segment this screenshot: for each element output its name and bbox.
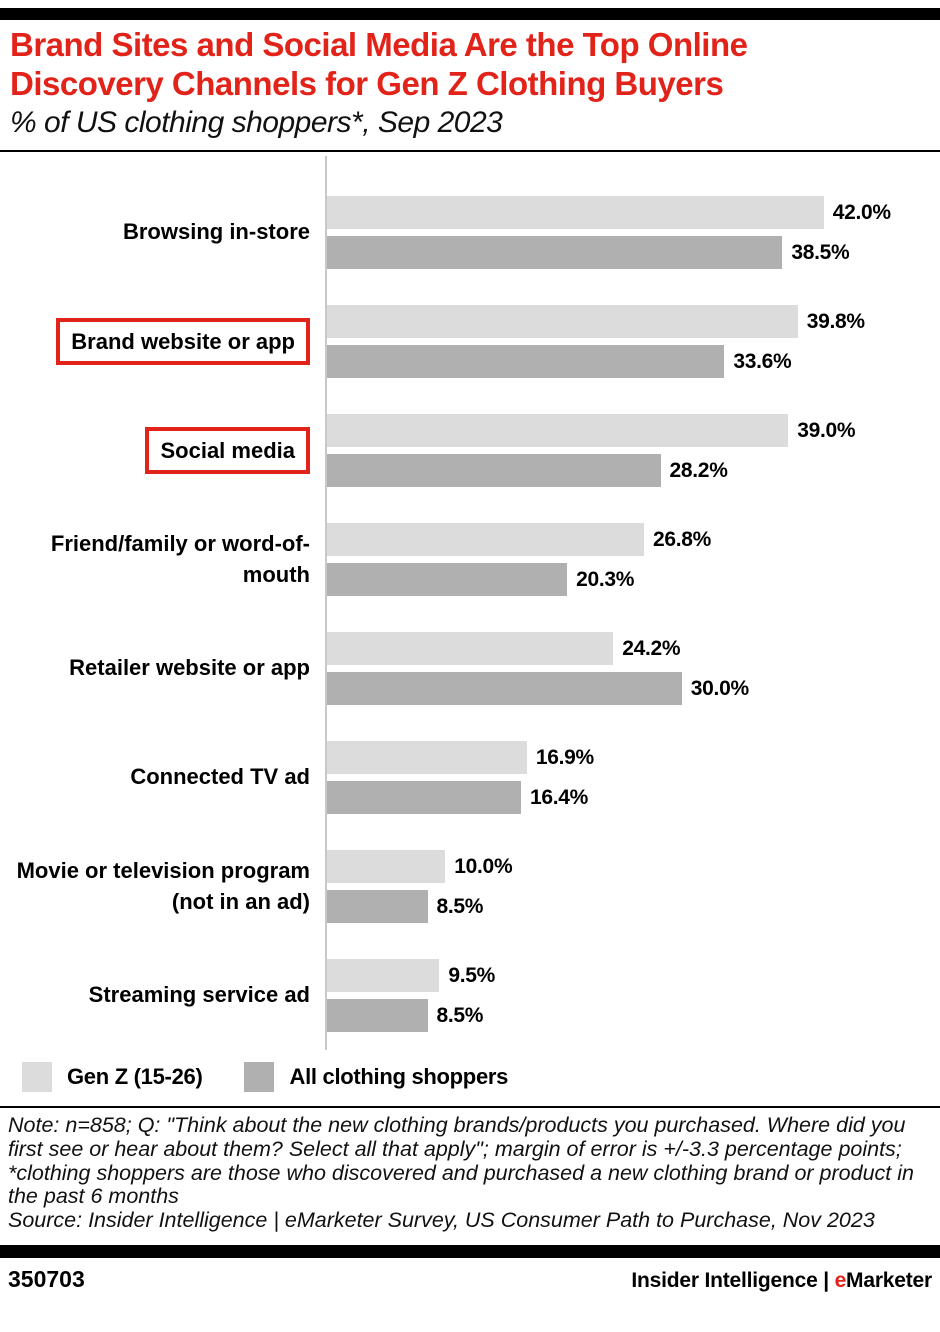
category-label-cell: [0, 980, 310, 1011]
category-label-cell: [0, 427, 310, 475]
legend-label: All clothing shoppers: [289, 1064, 509, 1090]
bar-gen-z: [327, 523, 644, 556]
chart-id: 350703: [8, 1266, 85, 1293]
value-label: 39.0%: [797, 418, 856, 442]
bar-gen-z: [327, 959, 439, 992]
brand-insider-intelligence: Insider Intelligence: [631, 1269, 818, 1293]
value-label: 16.4%: [529, 785, 588, 809]
bar-all-shoppers: [327, 236, 782, 269]
bar-row: [327, 345, 940, 378]
bar-row: [327, 999, 940, 1032]
bars-cell: [327, 414, 940, 487]
chart-legend: [0, 1062, 940, 1092]
bar-row: [327, 454, 940, 487]
top-accent-bar: [0, 8, 940, 20]
value-label: 38.5%: [791, 240, 850, 264]
category-label: Retailer website or app: [69, 655, 310, 681]
value-label: 42.0%: [832, 200, 891, 224]
bar-chart: [0, 152, 940, 1050]
category-label: Connected TV ad: [130, 764, 310, 790]
bar-row: [327, 959, 940, 992]
bar-all-shoppers: [327, 345, 724, 378]
bars-cell: [327, 196, 940, 269]
chart-header: [0, 20, 940, 140]
brand-separator: |: [817, 1269, 835, 1293]
chart-group: [0, 941, 940, 1050]
value-label: 8.5%: [436, 1003, 484, 1027]
value-label: 28.2%: [669, 458, 728, 482]
bar-all-shoppers: [327, 454, 661, 487]
bars-cell: [327, 632, 940, 705]
category-label-cell: [0, 653, 310, 684]
bar-row: [327, 781, 940, 814]
value-label: 33.6%: [733, 349, 792, 373]
bar-gen-z: [327, 632, 613, 665]
bar-row: [327, 741, 940, 774]
category-label: Movie or television program (not in an ad): [16, 857, 310, 914]
bar-row: [327, 890, 940, 923]
value-label: 16.9%: [535, 745, 594, 769]
note-text: Note: n=858; Q: "Think about the new clothing brands/products you purchased. Where did you first see or hear about them? Select all that apply"; margin of error is +/-3.3 percentage points; *clothing shoppers are those who discovered and purchased a new clothing brand or product in the past 6 months: [8, 1113, 914, 1209]
value-label: 10.0%: [454, 854, 513, 878]
bar-gen-z: [327, 196, 824, 229]
bar-row: [327, 563, 940, 596]
bar-row: [327, 850, 940, 883]
category-label: Browsing in-store: [122, 219, 310, 245]
bars-cell: [327, 523, 940, 596]
chart-group: [0, 723, 940, 832]
bar-row: [327, 632, 940, 665]
bar-all-shoppers: [327, 890, 428, 923]
chart-group: [0, 396, 940, 505]
bar-row: [327, 305, 940, 338]
chart-group: [0, 505, 940, 614]
bar-all-shoppers: [327, 781, 521, 814]
category-label-highlighted: Social media: [145, 427, 310, 475]
brand-logo: [631, 1269, 932, 1293]
footer: [0, 1258, 940, 1293]
source-text: Source: Insider Intelligence | eMarketer Survey, US Consumer Path to Purchase, Nov 2023: [8, 1207, 875, 1232]
bar-row: [327, 672, 940, 705]
brand-emarketer-rest: Marketer: [846, 1269, 932, 1293]
bar-all-shoppers: [327, 672, 682, 705]
bars-cell: [327, 959, 940, 1032]
category-label-cell: [0, 856, 310, 918]
chart-group: [0, 178, 940, 287]
brand-emarketer-e: e: [834, 1269, 847, 1293]
chart-subtitle: % of US clothing shoppers*, Sep 2023: [10, 106, 503, 140]
bar-all-shoppers: [327, 999, 428, 1032]
bars-cell: [327, 850, 940, 923]
bar-gen-z: [327, 741, 527, 774]
category-label-cell: [0, 529, 310, 591]
bar-gen-z: [327, 414, 788, 447]
category-label-cell: [0, 217, 310, 248]
chart-title: Brand Sites and Social Media Are the Top Online Discovery Channels for Gen Z Clothing Buyers: [10, 26, 748, 102]
value-label: 30.0%: [690, 676, 749, 700]
bar-chart-groups: [0, 178, 940, 1050]
chart-group: [0, 832, 940, 941]
bar-row: [327, 196, 940, 229]
category-label: Streaming service ad: [88, 982, 310, 1008]
bar-row: [327, 523, 940, 556]
value-label: 20.3%: [576, 567, 635, 591]
value-label: 24.2%: [622, 636, 681, 660]
bar-row: [327, 236, 940, 269]
value-label: 26.8%: [652, 527, 711, 551]
legend-item: [22, 1062, 202, 1092]
category-label: Friend/family or word-of-mouth: [50, 530, 310, 587]
legend-swatch: [244, 1062, 274, 1092]
bar-gen-z: [327, 305, 798, 338]
value-label: 39.8%: [806, 309, 865, 333]
legend-label: Gen Z (15-26): [67, 1064, 203, 1090]
bar-all-shoppers: [327, 563, 567, 596]
legend-item: [244, 1062, 508, 1092]
category-label-cell: [0, 762, 310, 793]
bars-cell: [327, 305, 940, 378]
bar-gen-z: [327, 850, 445, 883]
value-label: 9.5%: [448, 963, 496, 987]
bars-cell: [327, 741, 940, 814]
value-label: 8.5%: [436, 894, 484, 918]
chart-group: [0, 287, 940, 396]
bar-row: [327, 414, 940, 447]
category-label-highlighted: Brand website or app: [56, 318, 310, 366]
legend-swatch: [22, 1062, 52, 1092]
chart-group: [0, 614, 940, 723]
footer-accent-bar: [0, 1245, 940, 1258]
category-label-cell: [0, 318, 310, 366]
footnote: [0, 1108, 934, 1232]
